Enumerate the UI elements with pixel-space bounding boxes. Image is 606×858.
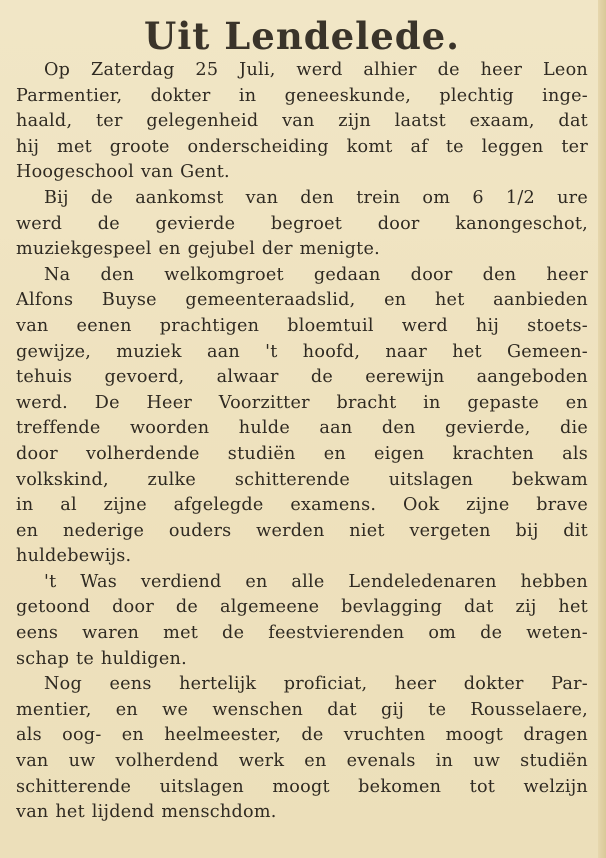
text-line: Parmentier, dokter in geneeskunde, plechtig inge- — [16, 85, 588, 106]
text-line: 't Was verdiend en alle Lendeledenaren hebben — [44, 571, 588, 592]
text-line: gewijze, muziek aan 't hoofd, naar het Gemeen- — [16, 341, 588, 362]
text-line: werd. De Heer Voorzitter bracht in gepaste en — [16, 392, 588, 413]
paragraph-3 — [16, 263, 588, 570]
text-line: Alfons Buyse gemeenteraadslid, en het aanbieden — [16, 290, 588, 311]
paragraph-2 — [16, 186, 588, 263]
paper-edge — [598, 0, 606, 858]
text-line: werd de gevierde begroet door kanongeschot, — [16, 213, 588, 234]
text-line: volkskind, zulke schitterende uitslagen bekwam — [16, 469, 588, 490]
text-line: als oog- en heelmeester, de vruchten moogt dragen — [16, 725, 588, 746]
text-line: schitterende uitslagen moogt bekomen tot welzijn — [16, 776, 588, 797]
text-line: Na den welkomgroet gedaan door den heer — [44, 264, 588, 285]
paragraph-5 — [16, 672, 588, 826]
text-line: van eenen prachtigen bloemtuil werd hij stoets- — [16, 315, 588, 336]
text-line: eens waren met de feestvierenden om de weten- — [16, 623, 588, 644]
text-line: schap te huldigen. — [16, 648, 187, 669]
text-line: Bij de aankomst van den trein om 6 1/2 ure — [44, 187, 588, 208]
article-title: Uit Lendelede. — [143, 14, 461, 58]
paragraph-4 — [16, 570, 588, 672]
text-line: Op Zaterdag 25 Juli, werd alhier de heer Leon — [44, 60, 588, 80]
article-body — [16, 58, 588, 826]
text-line: muziekgespeel en gejubel der menigte. — [16, 239, 380, 260]
text-line: in al zijne afgelegde examens. Ook zijne brave — [16, 495, 588, 516]
text-line: van het lijdend menschdom. — [16, 802, 277, 823]
text-line: Nog eens hertelijk proficiat, heer dokter Par- — [44, 674, 588, 695]
text-line: hij met groote onderscheiding komt af te leggen ter — [16, 136, 588, 157]
text-line: haald, ter gelegenheid van zijn laatst exaam, dat — [16, 111, 588, 132]
text-line: getoond door de algemeene bevlagging dat zij het — [16, 597, 588, 618]
text-line: treffende woorden hulde aan den gevierde, die — [16, 418, 588, 439]
text-line: van uw volherdend werk en evenals in uw studiën — [16, 751, 588, 772]
text-line: door volherdende studiën en eigen krachten als — [16, 443, 588, 464]
text-line: en nederige ouders werden niet vergeten bij dit — [16, 520, 588, 541]
text-line: mentier, en we wenschen dat gij te Rousselaere, — [16, 699, 588, 720]
text-line: huldebewijs. — [16, 546, 132, 567]
text-line: Hoogeschool van Gent. — [16, 162, 230, 183]
text-line: tehuis gevoerd, alwaar de eerewijn aangeboden — [16, 367, 588, 388]
paragraph-1 — [16, 58, 588, 186]
